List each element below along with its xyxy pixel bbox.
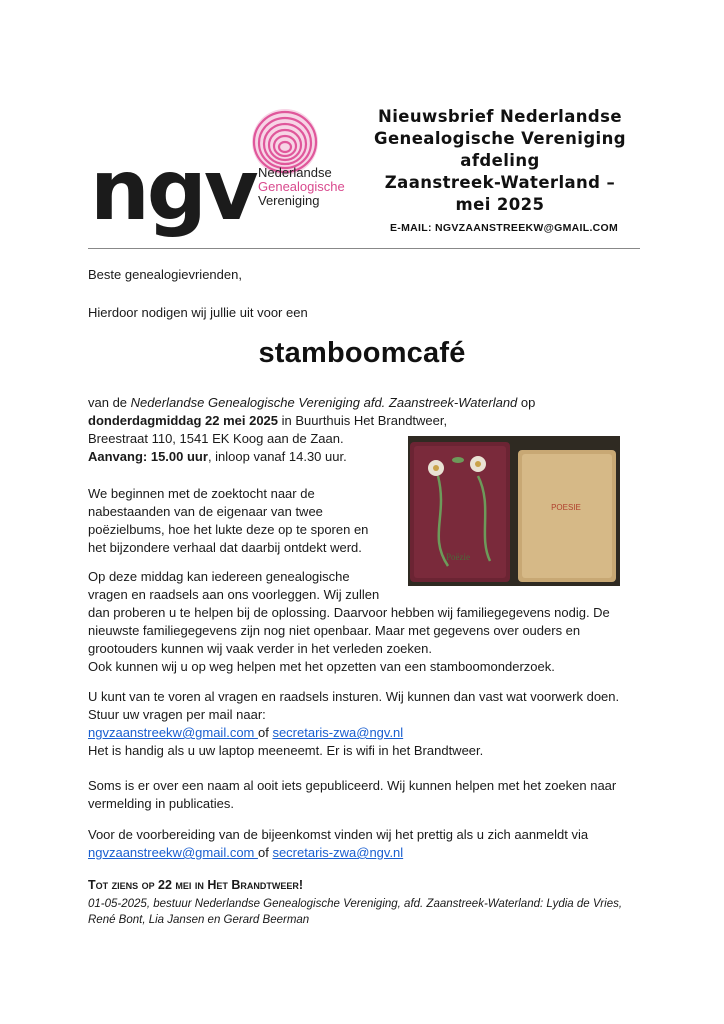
logo-org-line: Nederlandse — [258, 165, 332, 180]
newsletter-title — [360, 106, 640, 216]
title-line: afdeling — [460, 151, 540, 170]
event-organizer: van de Nederlandse Genealogische Vereniging afd. Zaanstreek-Waterland op — [88, 395, 536, 410]
title-line: Genealogische Vereniging — [374, 129, 626, 148]
email-link-gmail[interactable]: ngvzaanstreekw@gmail.com — [88, 845, 258, 860]
email-link-secretaris[interactable]: secretaris-zwa@ngv.nl — [272, 845, 404, 860]
title-line: Nieuwsbrief Nederlandse — [378, 107, 622, 126]
para-2: Op deze middag kan iedereen genealogische vragen en raadsels aan ons voorleggen. Wij zullen dan proberen u te helpen bij de oplossing. Daarvoor hebben wij familiegegevens nodig. De nieuwste familiegegevens zijn nog niet openbaar. Maar met gegevens over ouders en grootouders kunnen wij vaak verder in het verleden zoeken. Ook kunnen wij u op weg helpen met het opzetten van een stamboomonderzoek. — [88, 569, 610, 674]
email-link-gmail[interactable]: ngvzaanstreekw@gmail.com — [88, 725, 258, 740]
logo-wordmark: ngv — [90, 141, 256, 239]
ngv-logo — [90, 108, 360, 239]
para-1: We beginnen met de zoektocht naar de nabestaanden van de eigenaar van twee poëzielbums, hoe het lukte deze op te sporen en het bijzondere verhaal dat daarbij ontdekt werd. — [88, 486, 369, 555]
book-label: POESIE — [551, 503, 581, 512]
event-start: Aanvang: 15.00 uur, inloop vanaf 14.30 uur. — [88, 449, 347, 464]
para-5: Voor de voorbereiding van de bijeenkomst vinden wij het prettig als u zich aanmeldt via ngvzaanstreekw@gmail.com of secretaris-zwa@ngv.nl — [88, 827, 589, 860]
logo-org-line: Genealogische — [258, 179, 345, 194]
title-line: Zaanstreek-Waterland – — [384, 173, 616, 192]
intro-text: Hierdoor nodigen wij jullie uit voor een — [88, 305, 308, 320]
book-label-2: Poëzie — [446, 552, 470, 562]
signature: 01-05-2025, bestuur Nederlandse Genealogische Vereniging, afd. Zaanstreek-Waterland: Lydia de Vries, René Bont, Lia Jansen en Gerard Beerman — [88, 898, 623, 926]
greeting: Beste genealogievrienden, — [88, 267, 242, 282]
header-divider — [88, 248, 640, 249]
event-title: stamboomcafé — [258, 337, 466, 369]
email-link-secretaris[interactable]: secretaris-zwa@ngv.nl — [272, 725, 404, 740]
header-email: E-MAIL: NGVZAANSTREEKW@GMAIL.COM — [390, 222, 619, 234]
albums-photo — [408, 436, 620, 586]
event-date: donderdagmiddag 22 mei 2025 in Buurthuis Het Brandtweer, — [88, 413, 448, 428]
event-address: Breestraat 110, 1541 EK Koog aan de Zaan. — [88, 431, 344, 446]
para-4: Soms is er over een naam al ooit iets gepubliceerd. Wij kunnen helpen met het zoeken naar vermelding in publicaties. — [88, 778, 617, 811]
closing-line: Tot ziens op 22 mei in Het Brandtweer! — [88, 878, 304, 892]
albums-illustration — [408, 436, 620, 586]
logo-org-name — [258, 166, 345, 208]
logo-org-line: Vereniging — [258, 193, 320, 208]
title-line: mei 2025 — [455, 195, 545, 214]
para-3: U kunt van te voren al vragen en raadsels insturen. Wij kunnen dan vast wat voorwerk doen. Stuur uw vragen per mail naar: ngvzaanstreekw@gmail.com of secretaris-zwa@ngv.nl Het is handig als u uw laptop meeneemt. Er is wifi in het Brandtweer. — [88, 689, 620, 758]
